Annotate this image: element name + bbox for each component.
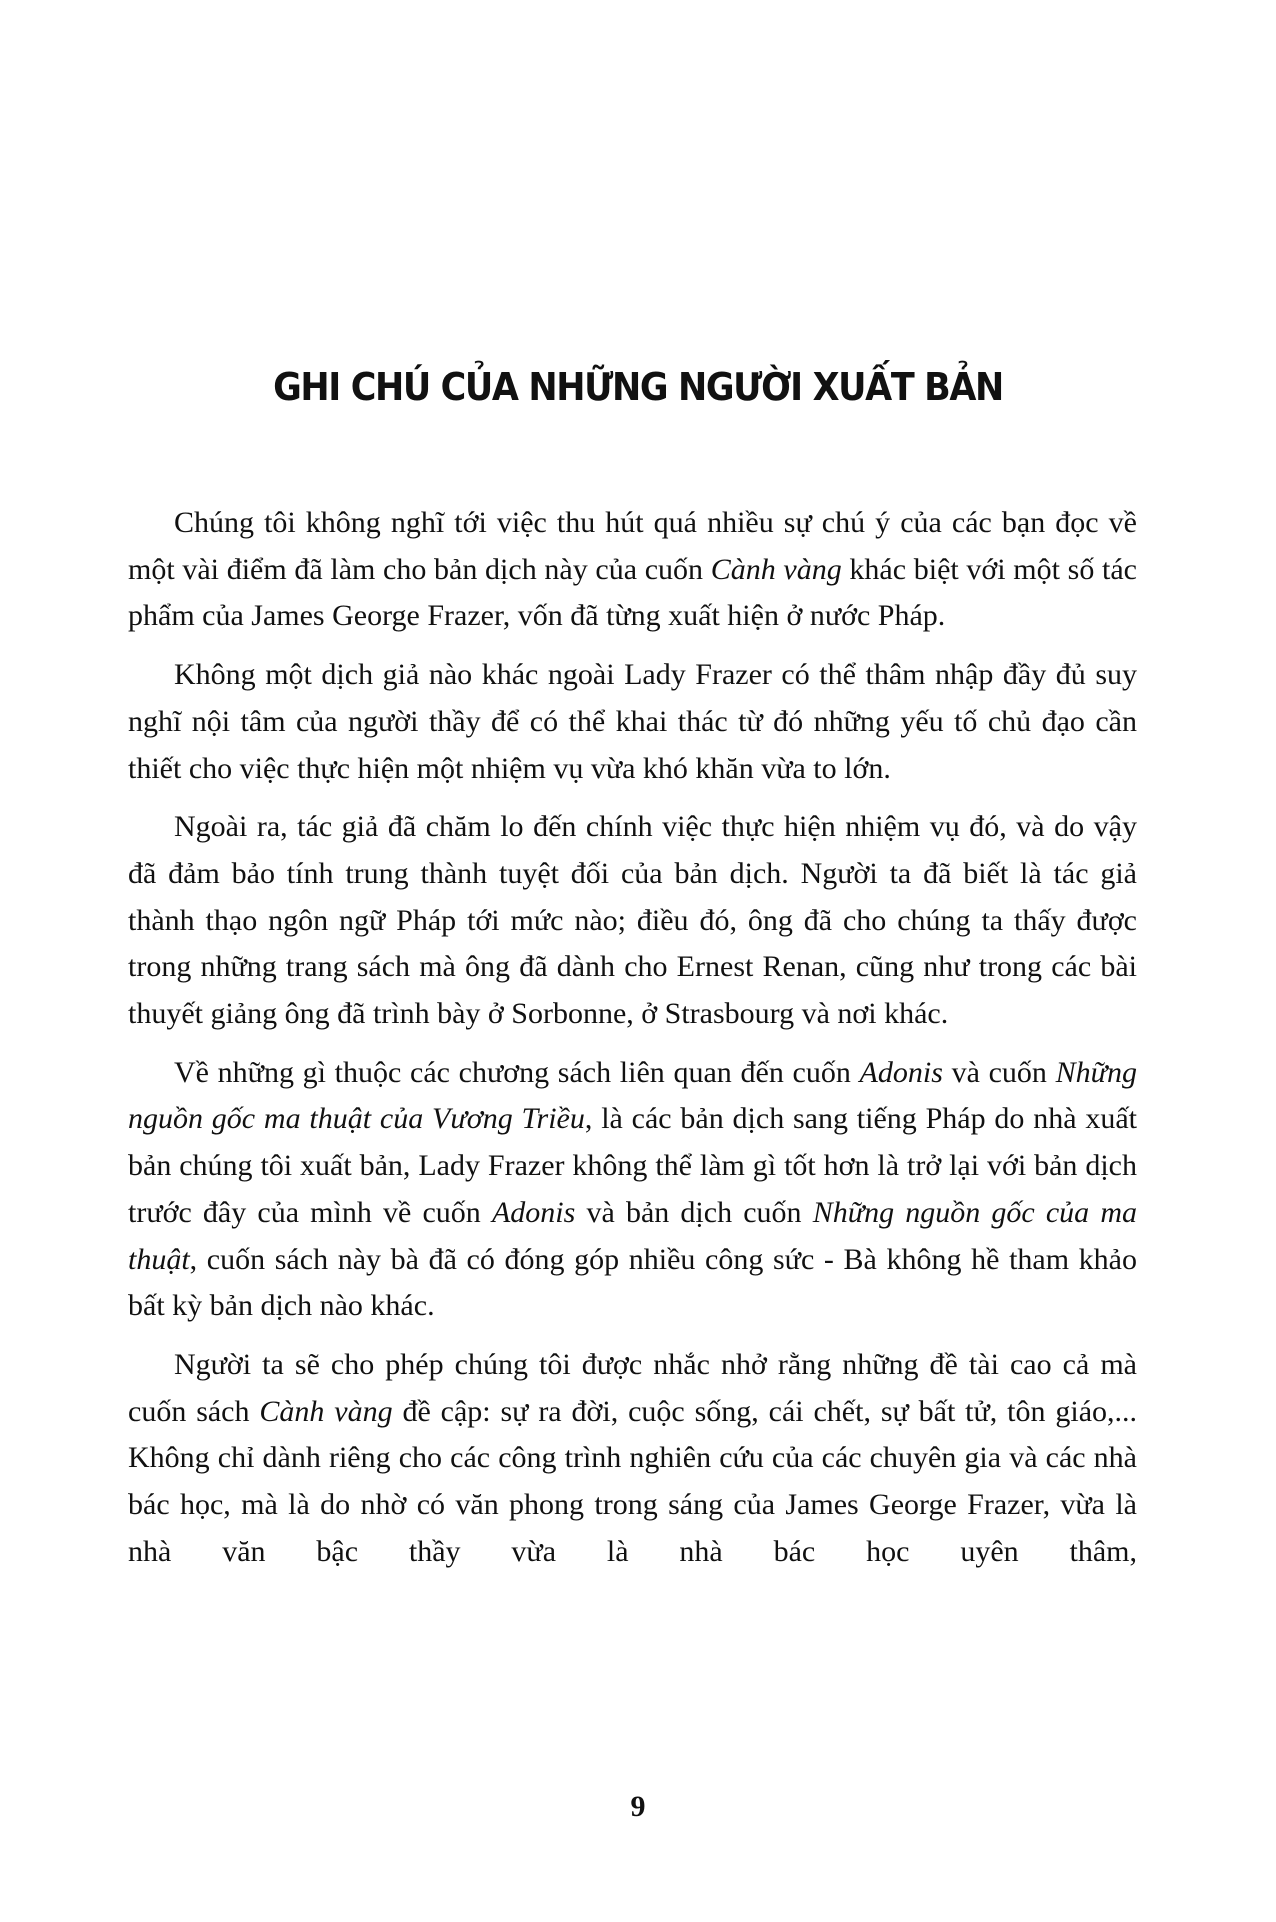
paragraph	[128, 652, 1137, 792]
text-run: Người ta sẽ cho phép chúng tôi được nhắc nhở rằng những đề tài cao cả mà cuốn sách	[128, 1347, 1137, 1428]
paragraph	[128, 1050, 1137, 1330]
paragraph	[128, 1342, 1137, 1576]
text-run: và bản dịch cuốn	[575, 1195, 813, 1229]
text-run: Ngoài ra, tác giả đã chăm lo đến chính việc thực hiện nhiệm vụ đó, và do vậy đã đảm bảo tính trung thành tuyệt đối của bản dịch. Người ta đã biết là tác giả thành thạo ngôn ngữ Pháp tới mức nào; điều đó, ông đã cho chúng ta thấy được trong những trang sách mà ông đã dành cho Ernest Renan, cũng như trong các bài thuyết giảng ông đã trình bày ở Sorbonne, ở Strasbourg và nơi khác.	[128, 810, 1137, 1031]
text-run: Không một dịch giả nào khác ngoài Lady Frazer có thể thâm nhập đầy đủ suy nghĩ nội tâm của người thầy để có thể khai thác từ đó những yếu tố chủ đạo cần thiết cho việc thực hiện một nhiệm vụ vừa khó khăn vừa to lớn.	[128, 658, 1137, 785]
italic-title: Những nguồn gốc ma thuật của Vương Triều	[128, 1055, 1137, 1136]
paragraph	[128, 500, 1137, 640]
body-text	[128, 500, 1137, 1587]
text-run: đề cập: sự ra đời, cuộc sống, cái chết, sự bất tử, tôn giáo,... Không chỉ dành riêng cho các công trình nghiên cứu của các chuyên gia và các nhà bác học, mà là do nhờ có văn phong trong sáng của James George Frazer, vừa là nhà văn bậc thầy vừa là nhà bác học uyên thâm,	[128, 1394, 1138, 1568]
paragraph	[128, 804, 1137, 1038]
text-run: , là các bản dịch sang tiếng Pháp do nhà xuất bản chúng tôi xuất bản, Lady Frazer không thể làm gì tốt hơn là trở lại với bản dịch trước đây của mình về cuốn	[128, 1102, 1137, 1229]
italic-title: Những nguồn gốc của ma thuật	[128, 1195, 1138, 1276]
italic-title: Adonis	[859, 1055, 943, 1089]
page-title: GHI CHÚ CỦA NHỮNG NGƯỜI XUẤT BẢN	[273, 365, 1003, 410]
text-run: và cuốn	[942, 1055, 1056, 1089]
italic-title: Adonis	[491, 1195, 576, 1229]
text-run: Chúng tôi không nghĩ tới việc thu hút quá nhiều sự chú ý của các bạn đọc về một vài điểm đã làm cho bản dịch này của cuốn	[128, 506, 1137, 586]
page-number: 9	[630, 1790, 646, 1823]
italic-title: Cành vàng	[710, 552, 842, 586]
italic-title: Cành vàng	[259, 1394, 393, 1428]
text-run: Về những gì thuộc các chương sách liên quan đến cuốn	[174, 1055, 860, 1089]
text-run: , cuốn sách này bà đã có đóng góp nhiều công sức - Bà không hề tham khảo bất kỳ bản dịch nào khác.	[128, 1242, 1137, 1323]
text-run: khác biệt với một số tác phẩm của James George Frazer, vốn đã từng xuất hiện ở nước Pháp.	[128, 552, 1137, 633]
